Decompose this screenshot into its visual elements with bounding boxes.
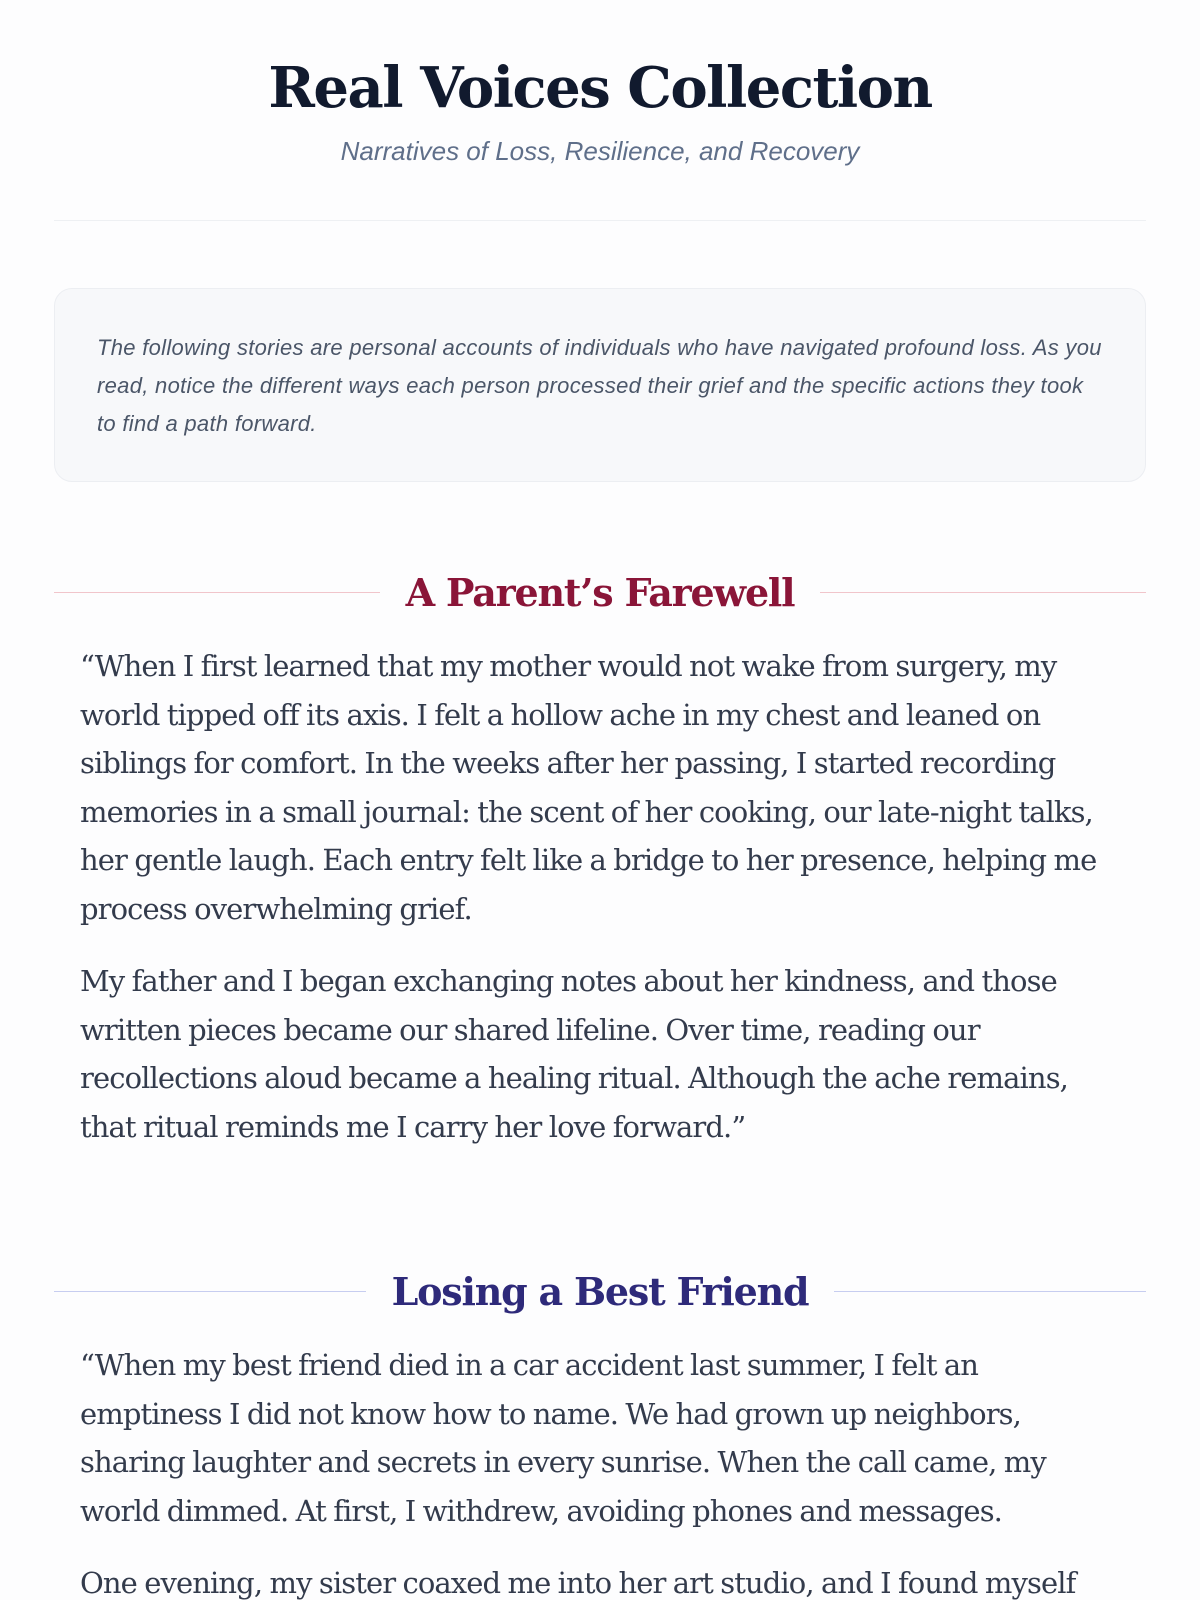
story-heading bbox=[54, 1261, 1146, 1321]
heading-divider-left bbox=[54, 1291, 366, 1292]
story-paragraph: “When I first learned that my mother would not wake from surgery, my world tipped off its axis. I felt a hollow ache in my chest and leaned on siblings for comfort. In the weeks after her passing, I started recording memories in a small journal: the scent of her cooking, our late-night talks, her gentle laugh. Each entry felt like a bridge to her presence, helping me process overwhelming grief. bbox=[80, 649, 1097, 926]
story-losing-best-friend bbox=[54, 1261, 1146, 1600]
heading-divider-left bbox=[54, 592, 380, 593]
story-paragraph: One evening, my sister coaxed me into her art studio, and I found myself bbox=[80, 1566, 1076, 1600]
story-paragraph: “When my best friend died in a car accident last summer, I felt an emptiness I did not know how to name. We had grown up neighbors, sharing laughter and secrets in every sunrise. When the call came, my world dimmed. At first, I withdrew, avoiding phones and messages. bbox=[80, 1348, 1046, 1528]
intro-text: The following stories are personal accounts of individuals who have navigated profound loss. As you read, notice the different ways each person processed their grief and the specific actions they took to find a path forward. bbox=[97, 335, 1102, 436]
story-body bbox=[54, 1341, 1146, 1600]
story-title: Losing a Best Friend bbox=[391, 1268, 809, 1314]
story-paragraph: My father and I began exchanging notes about her kindness, and those written pieces became our shared lifeline. Over time, reading our recollections aloud became a healing ritual. Although the ache remains, that ritual reminds me I carry her love forward.” bbox=[80, 964, 1068, 1144]
story-heading bbox=[54, 562, 1146, 622]
intro-box bbox=[54, 288, 1146, 482]
heading-divider-right bbox=[820, 592, 1146, 593]
page-header bbox=[54, 0, 1146, 168]
story-parents-farewell bbox=[54, 562, 1146, 1151]
page-title: Real Voices Collection bbox=[268, 55, 932, 121]
page-subtitle: Narratives of Loss, Resilience, and Recovery bbox=[340, 136, 860, 166]
header-divider bbox=[54, 220, 1146, 221]
heading-divider-right bbox=[834, 1291, 1146, 1292]
story-title: A Parent’s Farewell bbox=[405, 569, 795, 615]
story-body bbox=[54, 642, 1146, 1151]
